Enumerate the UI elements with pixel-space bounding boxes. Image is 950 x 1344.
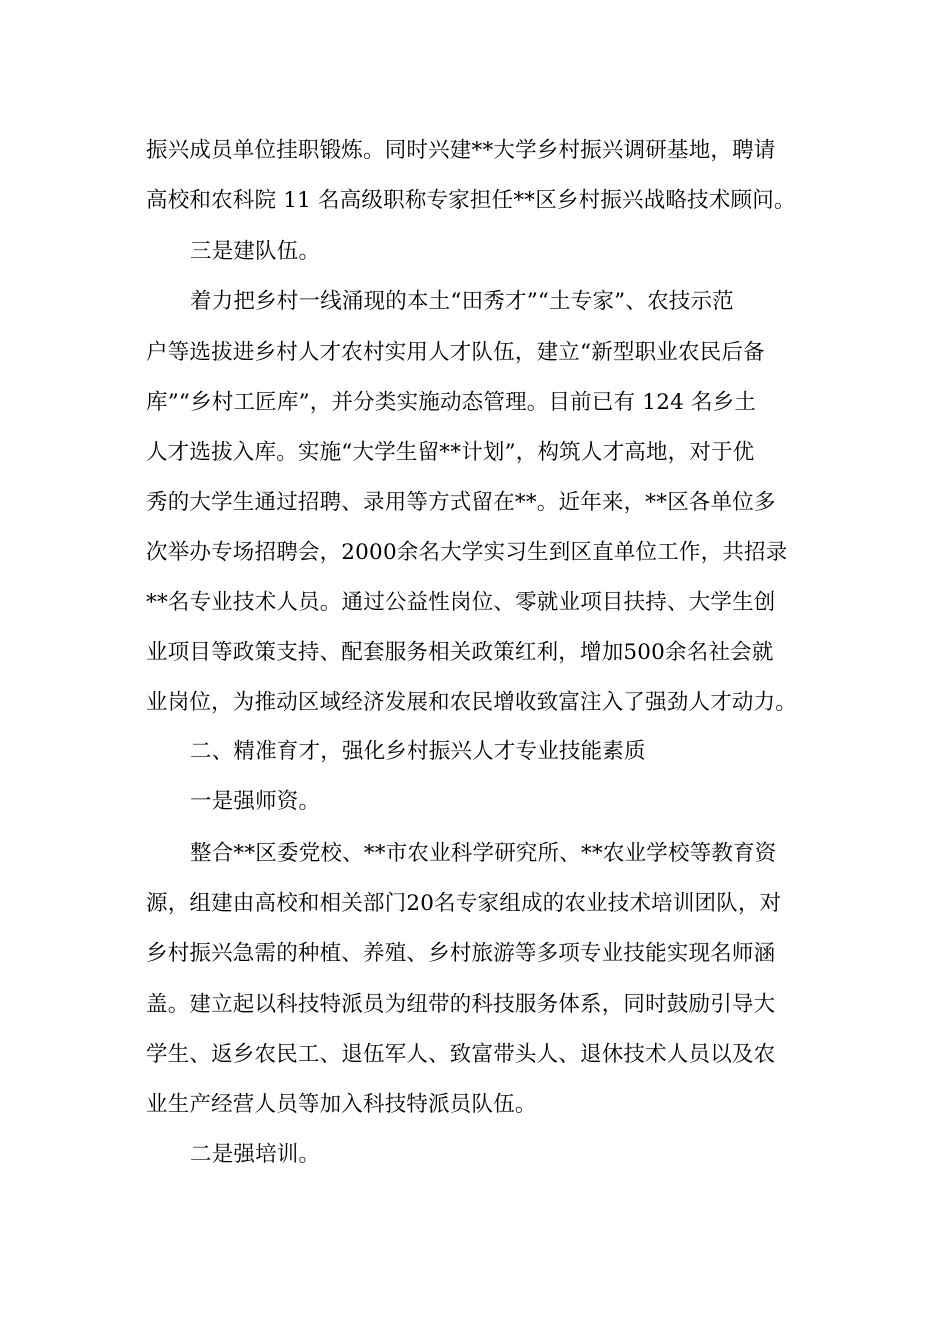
- subheading-qiang-shi-zi: 一是强师资。: [190, 789, 321, 814]
- text-line-10: **名专业技术人员。通过公益性岗位、零就业项目扶持、大学生创: [146, 590, 776, 615]
- text-line-12: 业岗位，为推动区域经济发展和农民增收致富注入了强劲人才动力。: [146, 690, 798, 715]
- text-line-8: 秀的大学生通过招聘、录用等方式留在**。近年来，**区各单位多: [146, 490, 776, 515]
- text-line-19: 学生、返乡农民工、退伍军人、致富带头人、退休技术人员以及农: [146, 1042, 776, 1067]
- text-line-9: 次举办专场招聘会，2000余名大学实习生到区直单位工作，共招录: [146, 540, 788, 565]
- text-line-2: 高校和农科院 11 名高级职称专家担任**区乡村振兴战略技术顾问。: [146, 188, 796, 213]
- text-line-7: 人才选拔入库。实施“大学生留**计划”，构筑人才高地，对于优: [146, 440, 755, 465]
- text-line-18: 盖。建立起以科技特派员为纽带的科技服务体系，同时鼓励引导大: [146, 992, 776, 1017]
- text-line-16: 源，组建由高校和相关部门20名专家组成的农业技术培训团队，对: [146, 891, 782, 916]
- text-line-17: 乡村振兴急需的种植、养殖、乡村旅游等多项专业技能实现名师涵: [146, 941, 776, 966]
- subheading-jian-dui-wu: 三是建队伍。: [190, 239, 321, 264]
- text-line-6: 库”“乡村工匠库”，并分类实施动态管理。目前已有 124 名乡土: [146, 390, 757, 415]
- text-line-5: 户等选拔进乡村人才农村实用人才队伍，建立“新型职业农民后备: [146, 340, 765, 365]
- section-heading-2: 二、精准育才，强化乡村振兴人才专业技能素质: [190, 739, 646, 764]
- text-line-4: 着力把乡村一线涌现的本土“田秀才”“土专家”、农技示范: [190, 289, 734, 314]
- text-line-20: 业生产经营人员等加入科技特派员队伍。: [146, 1092, 537, 1117]
- subheading-qiang-pei-xun: 二是强培训。: [190, 1142, 321, 1167]
- text-line-1: 振兴成员单位挂职锻炼。同时兴建**大学乡村振兴调研基地，聘请: [146, 138, 776, 163]
- text-line-15: 整合**区委党校、**市农业科学研究所、**农业学校等教育资: [190, 841, 777, 866]
- text-line-11: 业项目等政策支持、配套服务相关政策红利，增加500余名社会就: [146, 640, 774, 665]
